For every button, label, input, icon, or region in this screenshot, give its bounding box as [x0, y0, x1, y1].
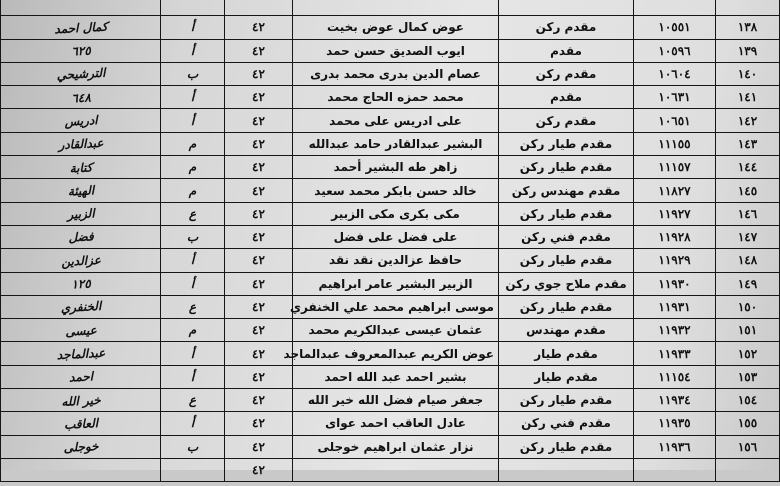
name-cell: خالد حسن بابكر محمد سعيد [293, 179, 499, 202]
serial-number-cell: ١٤٦ [716, 202, 780, 225]
serial-number-cell: ١٤٨ [716, 249, 780, 272]
batch-cell [225, 0, 293, 16]
table-row [1, 249, 780, 272]
initial-mark-cell: أ [161, 16, 225, 39]
name-cell: البشير عبدالقادر حامد عبدالله [293, 132, 499, 155]
initial-mark-cell: أ [161, 342, 225, 365]
name-cell: عصام الدين بدرى محمد بدرى [293, 62, 499, 85]
name-cell: على ادريس على محمد [293, 109, 499, 132]
name-cell: حافظ عزالدين نقد نقد [293, 249, 499, 272]
initial-mark-cell [161, 458, 225, 481]
military-number-cell: ١٠٦٣١ [634, 86, 716, 109]
military-number-cell: ١١٩٣٥ [634, 412, 716, 435]
table-row [1, 412, 780, 435]
military-number-cell: ١١٩٣١ [634, 295, 716, 318]
initial-mark-cell: ع [161, 389, 225, 412]
table-row [1, 202, 780, 225]
batch-cell: ٤٢ [225, 39, 293, 62]
military-number-cell: ١١٩٣٦ [634, 435, 716, 458]
military-number-cell: ١١٩٣٣ [634, 342, 716, 365]
batch-cell: ٤٢ [225, 62, 293, 85]
serial-number-cell: ١٤٠ [716, 62, 780, 85]
rank-cell: مقدم مهندس ركن [499, 179, 634, 202]
name-cell: ايوب الصديق حسن حمد [293, 39, 499, 62]
batch-cell: ٤٢ [225, 16, 293, 39]
handwritten-note: ٦٢٥ [70, 43, 91, 59]
military-number-cell: ١١٩٣٤ [634, 389, 716, 412]
name-cell: على فضل على فضل [293, 225, 499, 248]
rank-cell: مقدم ركن [499, 62, 634, 85]
military-number-cell: ١٠٦٠٤ [634, 62, 716, 85]
military-number-cell: ١٠٥٩٦ [634, 39, 716, 62]
initial-mark-cell: أ [161, 412, 225, 435]
serial-number-cell: ١٤٧ [716, 225, 780, 248]
rank-cell: مقدم طيار ركن [499, 156, 634, 179]
batch-cell: ٤٢ [225, 295, 293, 318]
batch-cell: ٤٢ [225, 319, 293, 342]
military-number-cell: ١٠٦٥١ [634, 109, 716, 132]
initial-mark-cell: م [161, 179, 225, 202]
name-cell: زاهر طه البشير أحمد [293, 156, 499, 179]
serial-number-cell: ١٥٣ [716, 365, 780, 388]
table-row [1, 225, 780, 248]
name-cell: محمد حمزه الحاج محمد [293, 86, 499, 109]
initial-mark-cell: م [161, 156, 225, 179]
rank-cell: مقدم طيار [499, 342, 634, 365]
batch-cell: ٤٢ [225, 202, 293, 225]
name-cell [293, 458, 499, 481]
handwritten-note: عبدالقادر [57, 135, 104, 153]
rank-cell: مقدم طيار ركن [499, 132, 634, 155]
table-row [1, 319, 780, 342]
initial-mark-cell [161, 0, 225, 16]
serial-number-cell: ١٤٥ [716, 179, 780, 202]
handwritten-note: خير الله [60, 392, 101, 409]
initial-mark-cell: ب [161, 435, 225, 458]
table-row [1, 132, 780, 155]
handwritten-note: عزالدين [60, 252, 101, 269]
rank-cell: مقدم فني ركن [499, 412, 634, 435]
serial-number-cell [716, 458, 780, 481]
military-number-cell: ١١٩٣٢ [634, 319, 716, 342]
military-number-cell: ١١٩٢٩ [634, 249, 716, 272]
initial-mark-cell: أ [161, 109, 225, 132]
table-row [1, 365, 780, 388]
handwritten-note: فضل [67, 229, 94, 245]
rank-cell: مقدم طيار ركن [499, 389, 634, 412]
handwritten-note: الخنفري [59, 298, 102, 316]
handwritten-note: عيسى [64, 322, 97, 339]
batch-cell: ٤٢ [225, 412, 293, 435]
table-row [1, 295, 780, 318]
batch-cell: ٤٢ [225, 156, 293, 179]
name-cell: عثمان عيسى عبدالكريم محمد [293, 319, 499, 342]
serial-number-cell: ١٥٦ [716, 435, 780, 458]
batch-cell: ٤٢ [225, 86, 293, 109]
batch-cell: ٤٢ [225, 272, 293, 295]
name-cell: عادل العاقب احمد عواى [293, 412, 499, 435]
military-number-cell [634, 458, 716, 481]
serial-number-cell: ١٤٩ [716, 272, 780, 295]
serial-number-cell: ١٥٠ [716, 295, 780, 318]
handwritten-note: ١٢٥ [70, 276, 91, 292]
batch-cell: ٤٢ [225, 249, 293, 272]
batch-cell: ٤٢ [225, 342, 293, 365]
name-cell: جعفر صيام فضل الله خير الله [293, 389, 499, 412]
table-row [1, 16, 780, 39]
handwritten-note: الهيئة [67, 182, 94, 199]
handwritten-note: ادريس [63, 112, 98, 129]
table-row [1, 39, 780, 62]
rank-cell: مقدم [499, 86, 634, 109]
serial-number-cell: ١٤١ [716, 86, 780, 109]
initial-mark-cell: أ [161, 249, 225, 272]
initial-mark-cell: م [161, 319, 225, 342]
name-cell: عوض كمال عوض بخيت [293, 16, 499, 39]
handwritten-note: الترشيحي [55, 65, 106, 83]
table-row [1, 62, 780, 85]
rank-cell: مقدم طيار ركن [499, 202, 634, 225]
name-cell: الزبير البشير عامر ابراهيم [293, 272, 499, 295]
serial-number-cell [716, 0, 780, 16]
batch-cell: ٤٢ [225, 225, 293, 248]
serial-number-cell: ١٤٢ [716, 109, 780, 132]
batch-cell: ٤٢ [225, 389, 293, 412]
initial-mark-cell: ب [161, 62, 225, 85]
table-row [1, 458, 780, 481]
officers-table-body [1, 0, 780, 482]
initial-mark-cell: أ [161, 272, 225, 295]
table-row [1, 86, 780, 109]
table-row [1, 389, 780, 412]
rank-cell: مقدم [499, 39, 634, 62]
rank-cell [499, 0, 634, 16]
rank-cell: مقدم طيار ركن [499, 435, 634, 458]
initial-mark-cell: ب [161, 225, 225, 248]
rank-cell: مقدم طيار ركن [499, 295, 634, 318]
table-row [1, 435, 780, 458]
table-row [1, 179, 780, 202]
table-row [1, 156, 780, 179]
military-number-cell: ١١٩٣٠ [634, 272, 716, 295]
serial-number-cell: ١٥١ [716, 319, 780, 342]
name-cell: موسى ابراهيم محمد علي الخنفري [293, 295, 499, 318]
batch-cell: ٤٢ [225, 365, 293, 388]
initial-mark-cell: ع [161, 295, 225, 318]
handwritten-note: العاقب [63, 415, 98, 432]
batch-cell: ٤٢ [225, 132, 293, 155]
military-number-cell: ١١٨٢٧ [634, 179, 716, 202]
handwritten-note: كمال احمد [53, 19, 108, 36]
table-row [1, 342, 780, 365]
military-number-cell: ١١٩٢٧ [634, 202, 716, 225]
handwritten-note: ٦٤٨ [70, 89, 91, 105]
batch-cell: ٤٢ [225, 435, 293, 458]
rank-cell: مقدم ركن [499, 16, 634, 39]
name-cell: بشير احمد عبد الله احمد [293, 365, 499, 388]
initial-mark-cell: أ [161, 39, 225, 62]
name-cell [293, 0, 499, 16]
handwritten-note: الزبير [66, 206, 95, 222]
rank-cell: مقدم مهندس [499, 319, 634, 342]
serial-number-cell: ١٤٣ [716, 132, 780, 155]
table-row [1, 109, 780, 132]
rank-cell: مقدم طيار [499, 365, 634, 388]
military-number-cell: ١١١٥٧ [634, 156, 716, 179]
batch-cell: ٤٢ [225, 109, 293, 132]
serial-number-cell: ١٣٨ [716, 16, 780, 39]
name-cell: نزار عثمان ابراهيم خوجلى [293, 435, 499, 458]
initial-mark-cell: م [161, 132, 225, 155]
rank-cell [499, 458, 634, 481]
serial-number-cell: ١٥٥ [716, 412, 780, 435]
rank-cell: مقدم فني ركن [499, 225, 634, 248]
rank-cell: مقدم ملاح جوي ركن [499, 272, 634, 295]
military-number-cell: ١٠٥٥١ [634, 16, 716, 39]
handwritten-note: خوجلى [62, 438, 99, 455]
military-number-cell [634, 0, 716, 16]
serial-number-cell: ١٥٤ [716, 389, 780, 412]
name-cell: عوض الكريم عبدالمعروف عبدالماجد [293, 342, 499, 365]
table-row [1, 272, 780, 295]
initial-mark-cell: ع [161, 202, 225, 225]
name-cell: مكى بكرى مكى الزبير [293, 202, 499, 225]
military-number-cell: ١١١٥٥ [634, 132, 716, 155]
initial-mark-cell: أ [161, 365, 225, 388]
batch-cell: ٤٢ [225, 458, 293, 481]
rank-cell: مقدم ركن [499, 109, 634, 132]
handwritten-note: كتابة [68, 159, 93, 175]
batch-cell: ٤٢ [225, 179, 293, 202]
serial-number-cell: ١٤٤ [716, 156, 780, 179]
rank-cell: مقدم طيار ركن [499, 249, 634, 272]
initial-mark-cell: أ [161, 86, 225, 109]
handwritten-note: احمد [68, 369, 93, 385]
military-number-cell: ١١١٥٤ [634, 365, 716, 388]
serial-number-cell: ١٥٢ [716, 342, 780, 365]
serial-number-cell: ١٣٩ [716, 39, 780, 62]
handwritten-note: عبدالماجد [55, 345, 106, 362]
military-number-cell: ١١٩٢٨ [634, 225, 716, 248]
